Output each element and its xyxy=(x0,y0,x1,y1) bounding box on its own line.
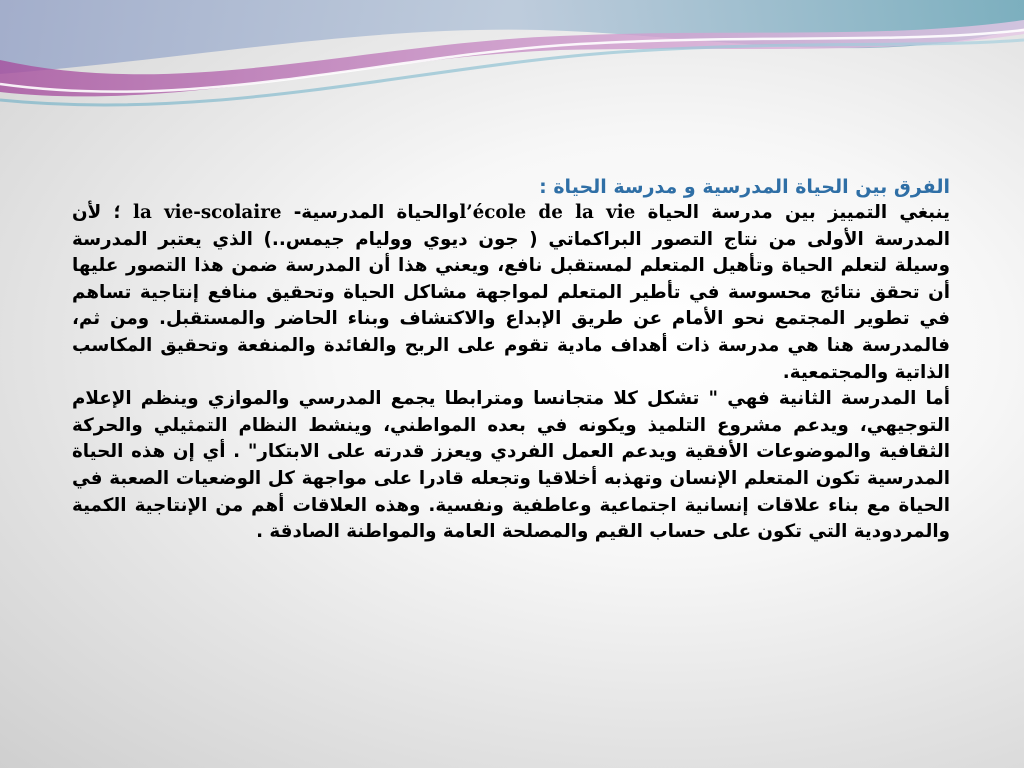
paragraph-first-and: والحياة المدرسية- xyxy=(293,202,460,223)
term-ecole-de-la-vie: l’école de la vie xyxy=(459,202,636,223)
paragraph-first-intro: ينبغي التمييز بين مدرسة الحياة xyxy=(647,202,950,223)
paragraph-first xyxy=(72,200,950,386)
paragraph-first-rest: ؛ لأن المدرسة الأولى من نتاج التصور البراكماتي ( جون ديوي ووليام جيمس..) الذي يعتبر المدرسة وسيلة لتعلم الحياة وتأهيل المتعلم لمستقبل نافع، ويعني هذا أن المدرسة ضمن هذا التصور عليها أن تحقق نتائج محسوسة في تأطير المتعلم لمواجهة مشاكل الحياة وتحقيق منافع إنتاجية تساهم في تطوير المجتمع نحو الأمام عن طريق الإبداع والاكتشاف وبناء الحاضر والمستقبل. ومن ثم، فالمدرسة هنا هي مدرسة ذات أهداف مادية تقوم على الربح والفائدة والمنفعة وتحقيق المكاسب الذاتية والمجتمعية. xyxy=(72,202,950,383)
decorative-wave-header xyxy=(0,0,1024,130)
slide-title: الفرق بين الحياة المدرسية و مدرسة الحياة : xyxy=(539,176,950,198)
term-la-vie-scolaire: la vie-scolaire xyxy=(133,202,282,223)
paragraph-second: أما المدرسة الثانية فهي " تشكل كلا متجانسا ومترابطا يجمع المدرسي والموازي وينظم الإعلام التوجيهي، ويدعم مشروع التلميذ ويكونه في بعده المواطني، وينشط النظام التمثيلي والحركة الثقافية والموضوعات الأفقية ويدعم العمل الفردي ويعزز قدرته على الابتكار" . أي إن هذه الحياة المدرسية تكون المتعلم الإنسان وتهذبه أخلاقيا وتجعله قادرا على مواجهة كل الوضعيات الصعبة في الحياة مع بناء علاقات إنسانية اجتماعية وعاطفية ونفسية. وهذه العلاقات أهم من الإنتاجية الكمية والمردودية التي تكون على حساب القيم والمصلحة العامة والمواطنة الصادقة . xyxy=(72,388,950,543)
slide-body xyxy=(72,174,950,546)
